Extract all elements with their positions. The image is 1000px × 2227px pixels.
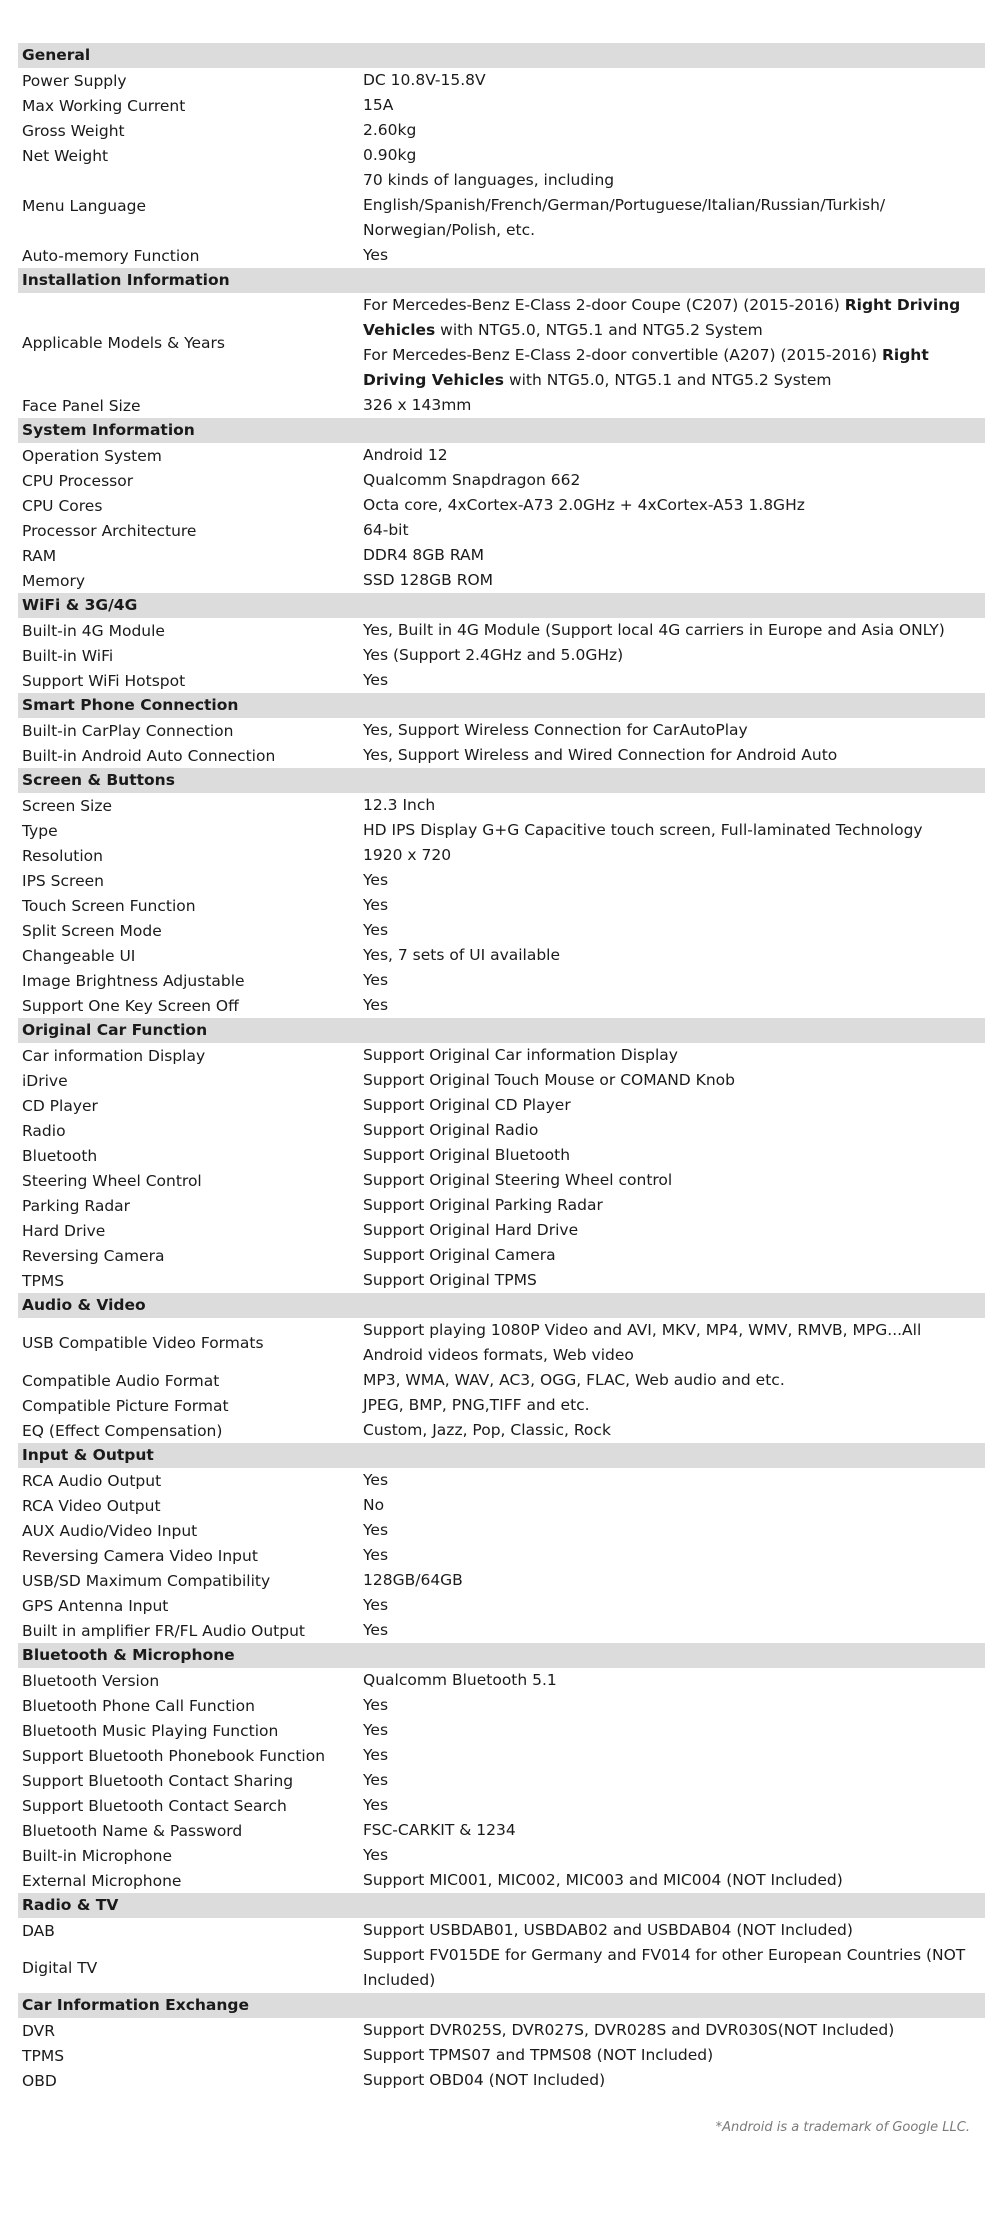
spec-value: 1920 x 720: [363, 846, 452, 864]
section-header-input-and-output: Input & Output: [18, 1443, 985, 1468]
spec-row: [18, 868, 985, 893]
spec-value: Yes: [363, 1771, 389, 1789]
spec-label: Power Supply: [22, 71, 127, 90]
spec-row: [18, 1068, 985, 1093]
spec-row: [18, 1793, 985, 1818]
spec-value: Qualcomm Snapdragon 662: [363, 471, 581, 489]
spec-label: Image Brightness Adjustable: [22, 971, 245, 990]
spec-row: [18, 1518, 985, 1543]
spec-value: Support FV015DE for Germany and FV014 for other European Countries (NOT Included): [363, 1946, 966, 1989]
spec-value: 128GB/64GB: [363, 1571, 463, 1589]
spec-row: [18, 643, 985, 668]
spec-row: [18, 1593, 985, 1618]
spec-label: TPMS: [22, 2046, 65, 2065]
spec-value: 12.3 Inch: [363, 796, 436, 814]
spec-row: [18, 1368, 985, 1393]
spec-row: [18, 443, 985, 468]
spec-row: [18, 1718, 985, 1743]
spec-row: [18, 93, 985, 118]
section-header-installation-information: Installation Information: [18, 268, 985, 293]
spec-label: USB Compatible Video Formats: [22, 1334, 264, 1352]
spec-value: SSD 128GB ROM: [363, 571, 494, 589]
spec-value: Support Original Bluetooth: [363, 1146, 571, 1164]
spec-row: [18, 518, 985, 543]
spec-value: Yes: [363, 1596, 389, 1614]
spec-value: Android 12: [363, 446, 448, 464]
spec-label: Support Bluetooth Contact Sharing: [22, 1771, 294, 1790]
spec-value: Support Original TPMS: [363, 1271, 537, 1289]
spec-row: [18, 968, 985, 993]
spec-row: [18, 1393, 985, 1418]
spec-label: TPMS: [22, 1271, 65, 1290]
spec-label: USB/SD Maximum Compatibility: [22, 1571, 271, 1590]
spec-value: 70 kinds of languages, including English/Spanish/French/German/Portuguese/Italian/Russian/Turkish/ Norwegian/Polish, etc.: [363, 171, 886, 239]
spec-row: [18, 1768, 985, 1793]
spec-value: Yes: [363, 1796, 389, 1814]
spec-row: [18, 1168, 985, 1193]
spec-label: RCA Video Output: [22, 1496, 161, 1515]
section-header-original-car-function: Original Car Function: [18, 1018, 985, 1043]
spec-label: Hard Drive: [22, 1221, 106, 1240]
spec-row: [18, 1618, 985, 1643]
spec-value: MP3, WMA, WAV, AC3, OGG, FLAC, Web audio and etc.: [363, 1371, 785, 1389]
spec-row: [18, 1568, 985, 1593]
spec-row: [18, 893, 985, 918]
spec-value: Support TPMS07 and TPMS08 (NOT Included): [363, 2046, 714, 2064]
spec-label: Memory: [22, 571, 86, 590]
spec-label: Screen Size: [22, 796, 113, 815]
spec-label: Built-in CarPlay Connection: [22, 721, 234, 740]
spec-row: [18, 668, 985, 693]
spec-label: Reversing Camera: [22, 1246, 165, 1265]
spec-value: Support MIC001, MIC002, MIC003 and MIC004 (NOT Included): [363, 1871, 843, 1889]
spec-label: IPS Screen: [22, 871, 104, 890]
spec-row: [18, 468, 985, 493]
spec-value: Yes: [363, 246, 389, 264]
spec-value: 15A: [363, 96, 394, 114]
section-header-wifi-and-3g-4g: WiFi & 3G/4G: [18, 593, 985, 618]
spec-label: Bluetooth Version: [22, 1671, 160, 1690]
spec-row: [18, 1493, 985, 1518]
spec-value: DC 10.8V-15.8V: [363, 71, 486, 89]
spec-row: [18, 1118, 985, 1143]
spec-value: Custom, Jazz, Pop, Classic, Rock: [363, 1421, 611, 1439]
section-header-general: General: [18, 43, 985, 68]
spec-row: [18, 1668, 985, 1693]
spec-row: [18, 1193, 985, 1218]
spec-label: DAB: [22, 1921, 55, 1940]
spec-row: [18, 1868, 985, 1893]
spec-value: Support Original Hard Drive: [363, 1221, 579, 1239]
spec-row: [18, 68, 985, 93]
spec-value: Yes: [363, 1721, 389, 1739]
spec-row: [18, 943, 985, 968]
spec-value: Yes: [363, 971, 389, 989]
spec-value: Yes: [363, 871, 389, 889]
spec-value: Yes (Support 2.4GHz and 5.0GHz): [363, 646, 624, 664]
spec-label: Touch Screen Function: [22, 896, 196, 915]
spec-value: 326 x 143mm: [363, 396, 472, 414]
spec-row: [18, 843, 985, 868]
spec-label: Digital TV: [22, 1959, 98, 1977]
spec-label: Gross Weight: [22, 121, 125, 140]
spec-label: Compatible Audio Format: [22, 1371, 220, 1390]
section-header-audio-and-video: Audio & Video: [18, 1293, 985, 1318]
spec-value: Yes: [363, 1521, 389, 1539]
spec-label: Changeable UI: [22, 946, 136, 965]
spec-label: Reversing Camera Video Input: [22, 1546, 258, 1565]
spec-row: [18, 1743, 985, 1768]
spec-label: Compatible Picture Format: [22, 1396, 229, 1415]
spec-row: [18, 1818, 985, 1843]
spec-value: Yes, Support Wireless Connection for CarAutoPlay: [363, 721, 748, 739]
spec-label: CD Player: [22, 1096, 98, 1115]
spec-label: DVR: [22, 2021, 56, 2040]
spec-row: [18, 1418, 985, 1443]
spec-label: Support Bluetooth Contact Search: [22, 1796, 287, 1815]
spec-value: Support Original Parking Radar: [363, 1196, 603, 1214]
spec-row: [18, 1268, 985, 1293]
spec-value: Yes: [363, 1471, 389, 1489]
spec-label: Operation System: [22, 446, 162, 465]
spec-label: Bluetooth: [22, 1146, 98, 1165]
spec-label: Menu Language: [22, 196, 146, 215]
section-header-bluetooth-and-microphone: Bluetooth & Microphone: [18, 1643, 985, 1668]
spec-label: Car information Display: [22, 1046, 206, 1065]
spec-row: [18, 793, 985, 818]
spec-value: For Mercedes-Benz E-Class 2-door Coupe (C207) (2015-2016) Right Driving Vehicles with NTG5.0, NTG5.1 and NTG5.2 System For Mercedes-Benz E-Class 2-door convertible (A207) (2015-2016) Right Driving Vehicles with NTG5.0, NTG5.1 and NTG5.2 System: [363, 296, 961, 389]
spec-row: [18, 1693, 985, 1718]
spec-label: Applicable Models & Years: [22, 334, 225, 352]
spec-row: [18, 993, 985, 1018]
spec-label: Resolution: [22, 846, 103, 865]
spec-value: 64-bit: [363, 521, 409, 539]
spec-value: DDR4 8GB RAM: [363, 546, 484, 564]
spec-label: Net Weight: [22, 146, 109, 165]
spec-value: Yes: [363, 1546, 389, 1564]
spec-row: [18, 1243, 985, 1268]
spec-row: [18, 918, 985, 943]
spec-row: [18, 1918, 985, 1943]
spec-value: Support Original Camera: [363, 1246, 556, 1264]
spec-value: 2.60kg: [363, 121, 417, 139]
spec-label: Type: [22, 821, 58, 840]
spec-label: External Microphone: [22, 1871, 182, 1890]
spec-label: Support WiFi Hotspot: [22, 671, 186, 690]
spec-value: Yes, Built in 4G Module (Support local 4G carriers in Europe and Asia ONLY): [363, 621, 945, 639]
spec-label: Bluetooth Music Playing Function: [22, 1721, 279, 1740]
spec-label: OBD: [22, 2071, 57, 2090]
spec-row: [18, 618, 985, 643]
spec-value: Yes: [363, 996, 389, 1014]
spec-row: [18, 493, 985, 518]
spec-label: AUX Audio/Video Input: [22, 1521, 198, 1540]
spec-value: No: [363, 1496, 385, 1514]
spec-row: [18, 543, 985, 568]
spec-label: Support One Key Screen Off: [22, 996, 239, 1015]
spec-label: Max Working Current: [22, 96, 186, 115]
spec-value: Support OBD04 (NOT Included): [363, 2071, 606, 2089]
spec-value: Support Original CD Player: [363, 1096, 571, 1114]
spec-row: [18, 818, 985, 843]
spec-label: CPU Processor: [22, 471, 134, 490]
spec-row: [18, 1543, 985, 1568]
spec-value: Yes, Support Wireless and Wired Connection for Android Auto: [363, 746, 838, 764]
spec-value: Yes: [363, 896, 389, 914]
spec-value: Yes: [363, 1696, 389, 1714]
spec-value: HD IPS Display G+G Capacitive touch screen, Full-laminated Technology: [363, 821, 923, 839]
spec-label: Radio: [22, 1121, 66, 1140]
spec-value: Yes: [363, 1746, 389, 1764]
spec-label: Built-in Microphone: [22, 1846, 173, 1865]
spec-row: [18, 1318, 985, 1368]
spec-label: Bluetooth Phone Call Function: [22, 1696, 255, 1715]
spec-value: Support DVR025S, DVR027S, DVR028S and DVR030S(NOT Included): [363, 2021, 895, 2039]
spec-row: [18, 393, 985, 418]
spec-value: JPEG, BMP, PNG,TIFF and etc.: [363, 1396, 590, 1414]
spec-label: Built-in 4G Module: [22, 621, 165, 640]
spec-value: Yes: [363, 1846, 389, 1864]
spec-label: Auto-memory Function: [22, 246, 200, 265]
section-header-smart-phone-connection: Smart Phone Connection: [18, 693, 985, 718]
spec-value: Support Original Radio: [363, 1121, 539, 1139]
spec-row: [18, 1043, 985, 1068]
spec-value: 0.90kg: [363, 146, 417, 164]
spec-label: Face Panel Size: [22, 396, 141, 415]
spec-value: Octa core, 4xCortex-A73 2.0GHz + 4xCortex-A53 1.8GHz: [363, 496, 805, 514]
section-header-radio-and-tv: Radio & TV: [18, 1893, 985, 1918]
section-header-car-information-exchange: Car Information Exchange: [18, 1993, 985, 2018]
spec-value: Yes: [363, 671, 389, 689]
spec-label: RAM: [22, 546, 57, 565]
spec-row: [18, 2018, 985, 2043]
spec-row: [18, 743, 985, 768]
spec-label: CPU Cores: [22, 496, 103, 515]
spec-row: [18, 1943, 985, 1993]
spec-label: Parking Radar: [22, 1196, 131, 1215]
spec-row: [18, 718, 985, 743]
spec-label: Processor Architecture: [22, 521, 197, 540]
spec-label: Built in amplifier FR/FL Audio Output: [22, 1621, 305, 1640]
spec-label: Support Bluetooth Phonebook Function: [22, 1746, 326, 1765]
section-header-screen-and-buttons: Screen & Buttons: [18, 768, 985, 793]
spec-value: Support Original Steering Wheel control: [363, 1171, 673, 1189]
spec-label: Split Screen Mode: [22, 921, 162, 940]
spec-label: Steering Wheel Control: [22, 1171, 202, 1190]
spec-row: [18, 1468, 985, 1493]
spec-label: Built-in WiFi: [22, 646, 114, 665]
spec-table: [18, 43, 985, 2093]
spec-value: Yes: [363, 921, 389, 939]
spec-row: [18, 118, 985, 143]
spec-row: [18, 2043, 985, 2068]
spec-value: Support Original Car information Display: [363, 1046, 678, 1064]
spec-row: [18, 1843, 985, 1868]
spec-row: [18, 143, 985, 168]
spec-value: Yes: [363, 1621, 389, 1639]
spec-row: [18, 168, 985, 243]
trademark-footnote: *Android is a trademark of Google LLC.: [715, 2120, 970, 2135]
spec-label: RCA Audio Output: [22, 1471, 162, 1490]
spec-row: [18, 243, 985, 268]
spec-label: Bluetooth Name & Password: [22, 1821, 243, 1840]
spec-row: [18, 293, 985, 393]
spec-row: [18, 568, 985, 593]
spec-value: Support Original Touch Mouse or COMAND Knob: [363, 1071, 735, 1089]
spec-row: [18, 2068, 985, 2093]
spec-label: GPS Antenna Input: [22, 1596, 169, 1615]
spec-value: Qualcomm Bluetooth 5.1: [363, 1671, 557, 1689]
spec-row: [18, 1093, 985, 1118]
spec-value: FSC-CARKIT & 1234: [363, 1821, 516, 1839]
spec-label: EQ (Effect Compensation): [22, 1421, 223, 1440]
spec-label: iDrive: [22, 1071, 68, 1090]
spec-value: Yes, 7 sets of UI available: [363, 946, 561, 964]
spec-label: Built-in Android Auto Connection: [22, 746, 276, 765]
spec-row: [18, 1143, 985, 1168]
spec-row: [18, 1218, 985, 1243]
section-header-system-information: System Information: [18, 418, 985, 443]
spec-value: Support USBDAB01, USBDAB02 and USBDAB04 (NOT Included): [363, 1921, 853, 1939]
spec-value: Support playing 1080P Video and AVI, MKV, MP4, WMV, RMVB, MPG...All Android videos formats, Web video: [363, 1321, 922, 1364]
